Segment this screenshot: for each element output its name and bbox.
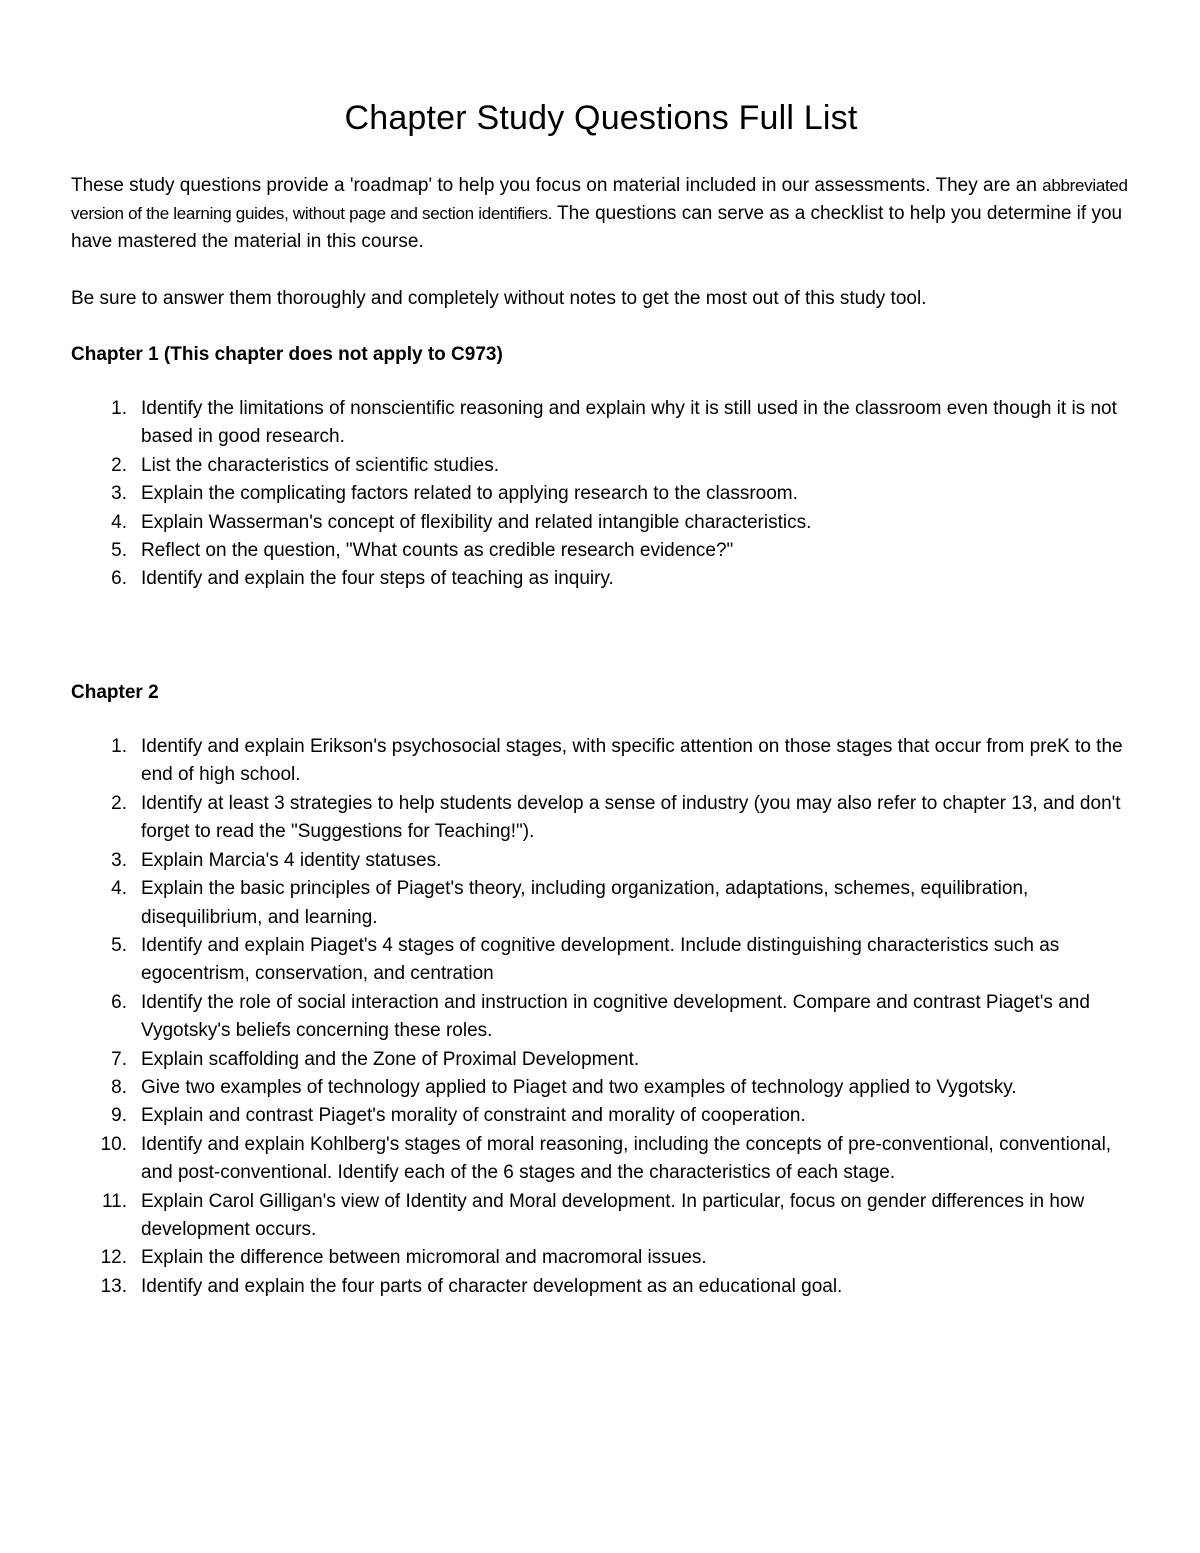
question-number: 7. xyxy=(111,1048,127,1070)
question-text: Identify the limitations of nonscientific reasoning and explain why it is still used in the classroom even though it is not based in good research. xyxy=(141,398,1117,448)
question-text: Explain scaffolding and the Zone of Proximal Development. xyxy=(141,1048,640,1070)
list-item xyxy=(71,452,1131,480)
question-text: Explain the complicating factors related to applying research to the classroom. xyxy=(141,483,798,505)
chapter-2-question-list xyxy=(71,733,1131,1301)
question-text: Identify the role of social interaction and instruction in cognitive development. Compare and contrast Piaget's and Vygotsky's beliefs concerning these roles. xyxy=(141,991,1090,1042)
question-number: 2. xyxy=(111,454,127,476)
list-item xyxy=(71,875,1131,932)
list-item xyxy=(71,989,1131,1046)
question-text: Explain and contrast Piaget's morality of constraint and morality of cooperation. xyxy=(141,1105,806,1127)
chapter-1-heading: Chapter 1 (This chapter does not apply to C973) xyxy=(71,343,503,365)
list-item xyxy=(71,1188,1131,1245)
list-item xyxy=(71,509,1131,537)
intro-paragraph xyxy=(71,172,1131,257)
question-text: Give two examples of technology applied to Piaget and two examples of technology applied to Vygotsky. xyxy=(141,1076,1017,1098)
question-number: 9. xyxy=(111,1105,127,1127)
list-item xyxy=(71,733,1131,790)
question-text: Reflect on the question, "What counts as credible research evidence?" xyxy=(141,540,734,562)
document-page xyxy=(71,96,1131,1301)
question-number: 11. xyxy=(101,1190,127,1212)
question-number: 4. xyxy=(111,511,127,533)
list-item xyxy=(71,932,1131,989)
intro-text-part1: These study questions provide a 'roadmap' to help you focus on material included in our assessments. They are an xyxy=(71,175,1043,196)
intro-text-part3: The questions can serve as a checklist to help you determine if you have mastered the material in this course. xyxy=(71,203,1123,253)
list-item xyxy=(71,790,1131,847)
list-item xyxy=(71,480,1131,508)
list-item xyxy=(71,1102,1131,1130)
chapter-1-question-list xyxy=(71,395,1131,594)
question-number: 2. xyxy=(111,792,127,814)
question-number: 13. xyxy=(100,1275,127,1297)
question-number: 4. xyxy=(111,878,127,900)
instruction-paragraph: Be sure to answer them thoroughly and completely without notes to get the most out of this study tool. xyxy=(71,287,927,309)
list-item xyxy=(71,1074,1131,1102)
question-number: 5. xyxy=(111,540,127,562)
question-text: Explain the basic principles of Piaget's theory, including organization, adaptations, schemes, equilibration, disequilibrium, and learning. xyxy=(141,878,1029,928)
question-number: 8. xyxy=(111,1076,127,1098)
list-item xyxy=(71,847,1131,875)
question-text: Identify and explain Kohlberg's stages of moral reasoning, including the concepts of pre-conventional, conventional, and post-conventional. Identify each of the 6 stages and the characteristics of each stage. xyxy=(141,1133,1112,1184)
question-number: 10. xyxy=(100,1133,127,1155)
question-number: 1. xyxy=(111,398,127,420)
list-item xyxy=(71,1131,1131,1188)
intro-text-part2: abbreviated version of the learning guides, without page and section identifiers. xyxy=(71,176,1128,224)
question-text: Identify and explain Piaget's 4 stages of cognitive development. Include distinguishing characteristics such as egocentrism, conservation, and centration xyxy=(141,934,1060,985)
question-text: Identify and explain Erikson's psychosocial stages, with specific attention on those stages that occur from preK to the end of high school. xyxy=(141,736,1123,786)
question-number: 6. xyxy=(111,991,127,1013)
question-text: Explain Marcia's 4 identity statuses. xyxy=(141,849,442,871)
list-item xyxy=(71,1273,1131,1301)
question-text: Explain Carol Gilligan's view of Identity and Moral development. In particular, focus on gender differences in how development occurs. xyxy=(141,1190,1085,1240)
question-number: 5. xyxy=(111,934,127,956)
question-text: List the characteristics of scientific studies. xyxy=(141,454,499,476)
question-number: 3. xyxy=(111,483,127,505)
list-item xyxy=(71,537,1131,565)
question-text: Identify and explain the four parts of character development as an educational goal. xyxy=(141,1275,843,1297)
question-number: 3. xyxy=(111,849,127,871)
question-text: Identify and explain the four steps of teaching as inquiry. xyxy=(141,568,614,590)
question-number: 6. xyxy=(111,568,127,590)
document-title: Chapter Study Questions Full List xyxy=(344,99,858,137)
question-text: Identify at least 3 strategies to help students develop a sense of industry (you may also refer to chapter 13, and don't forget to read the "Suggestions for Teaching!"). xyxy=(141,792,1121,843)
question-number: 1. xyxy=(111,736,127,758)
list-item xyxy=(71,395,1131,452)
list-item xyxy=(71,1046,1131,1074)
list-item xyxy=(71,1244,1131,1272)
chapter-2-heading: Chapter 2 xyxy=(71,681,159,703)
list-item xyxy=(71,565,1131,593)
question-text: Explain the difference between micromoral and macromoral issues. xyxy=(141,1247,707,1269)
question-text: Explain Wasserman's concept of flexibility and related intangible characteristics. xyxy=(141,511,812,533)
question-number: 12. xyxy=(100,1247,127,1269)
